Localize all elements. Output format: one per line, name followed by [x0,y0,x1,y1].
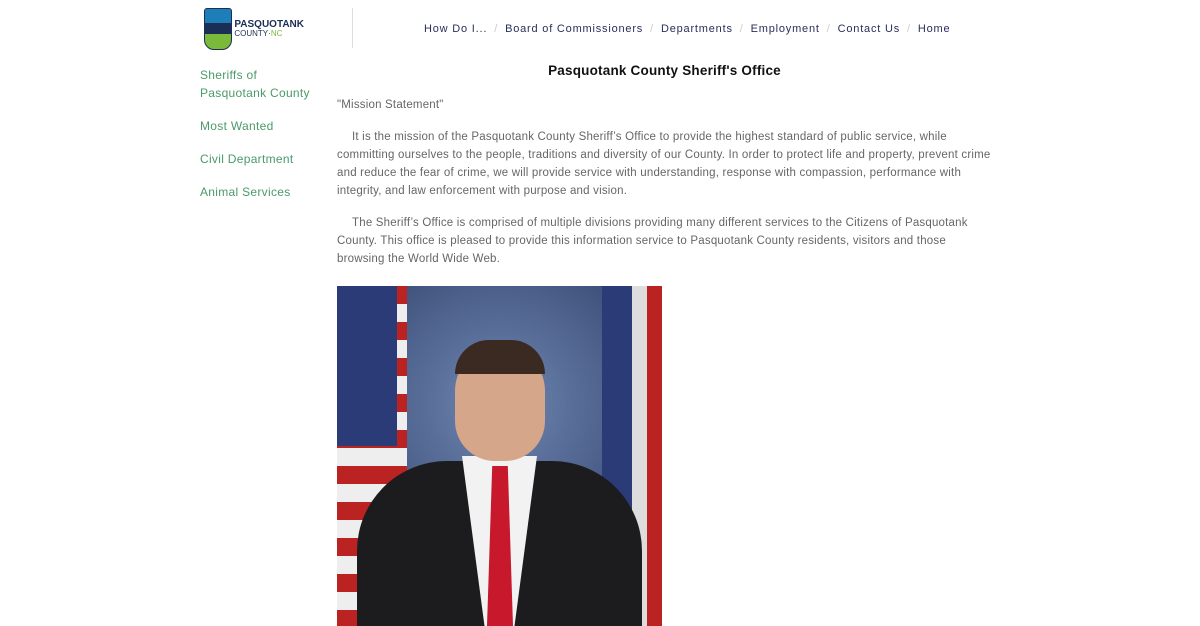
sidebar-item-civil-department[interactable]: Civil Department [200,152,294,166]
sidebar-item-most-wanted[interactable]: Most Wanted [200,119,274,133]
logo-shield-icon [204,8,232,50]
mission-heading: "Mission Statement" [337,99,444,111]
sidebar-item-sheriffs[interactable]: Sheriffs of Pasquotank County [200,68,310,100]
main-content [337,60,992,626]
county-logo[interactable] [204,8,304,50]
sheriff-portrait [337,286,662,626]
header-divider [352,8,353,48]
nav-board-of-commissioners[interactable]: Board of Commissioners [505,23,644,35]
page-title: Pasquotank County Sheriff's Office [548,63,781,78]
nav-how-do-i[interactable]: How Do I... [424,23,488,35]
nav-contact-us[interactable]: Contact Us [837,23,901,35]
logo-subtext: COUNTY· [234,29,271,38]
sidebar-item-animal-services[interactable]: Animal Services [200,185,291,199]
mission-paragraph: It is the mission of the Pasquotank County Sheriff’s Office to provide the highest standard of public service, while committing ourselves to the people, traditions and diversity of our County. In order to protect life and property, prevent crime and reduce the fear of crime, we will provide service with understanding, response with compassion, performance with integrity, and law enforcement with purpose and vision. [337,131,991,197]
sidebar [200,66,325,216]
logo-state: NC [270,29,283,38]
nav-departments[interactable]: Departments [660,23,733,35]
main-nav: How Do I... / Board of Commissioners / Departments / Employment / Contact Us / Home [424,23,951,35]
about-paragraph: The Sheriff’s Office is comprised of multiple divisions providing many different services to the Citizens of Pasquotank County. This office is pleased to provide this information service to Pasquotank County residents, visitors and those browsing the World Wide Web. [337,217,968,265]
nav-home[interactable]: Home [917,23,951,35]
logo-text: PASQUOTANK [234,19,304,30]
nav-employment[interactable]: Employment [750,23,820,35]
